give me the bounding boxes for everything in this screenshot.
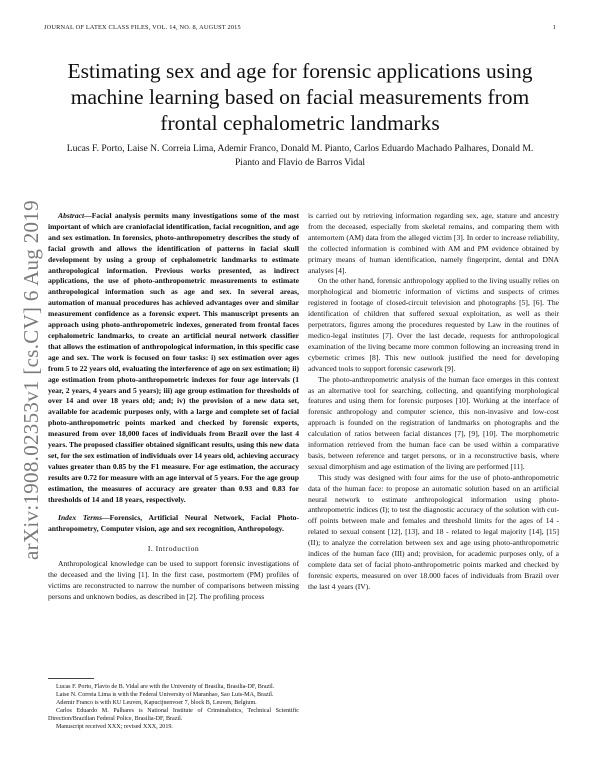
abstract xyxy=(48,211,299,505)
footnote: Lucas F. Porto, Flavio de B. Vidal are with the University of Brasilia, Brasilia-DF, Brazil. xyxy=(56,684,275,690)
arxiv-stamp: arXiv:1908.02353v1 [cs.CV] 6 Aug 2019 xyxy=(19,200,43,560)
left-column xyxy=(48,211,299,603)
footnote: Manuscript received XXX; revised XXX, 2019. xyxy=(56,723,173,730)
right-column xyxy=(308,211,559,593)
author-list: Lucas F. Porto, Laise N. Correia Lima, Ademir Franco, Donald M. Pianto, Carlos Eduardo Machado Palhares, Donald M. Pianto and Flavio de Barros Vidal xyxy=(66,143,534,168)
page-number: 1 xyxy=(552,24,556,31)
journal-name: JOURNAL OF LATEX CLASS FILES, VOL. 14, NO. 8, AUGUST 2015 xyxy=(44,24,241,31)
body-paragraph: This study was designed with four aims for the use of photo-anthropometric data of the human face: to propose an automatic solution based on an artificial neural network to estimate anthropological information using photo-anthropometric indices (I); to test the diagnostic accuracy of the solution with cut-off points between male and females and threshold limits for the ages of 14 - related to sexual consent [12], [13], and 18 - related to legal majority [14], [15] (II); to analyze the correlation between sex and age using photo-anthropometric indices of the human face (III) and; provision, for academic purposes only, of a complete data set of facial photo-anthropometric points marked and checked by forensic experts, measured on over 18.000 faces of individuals from Brazil over the last 4 years (IV). xyxy=(308,472,559,591)
footnotes xyxy=(48,684,299,731)
abstract-label: Abstract xyxy=(58,211,85,220)
abstract-text: —Facial analysis permits many investigations some of the most important of which are craniofacial identification, facial recognition, and age and sex estimation. In forensics, photo-anthropometry describes the study of facial growth and allows the identification of patterns in facial skull development by using a group of cephalometric landmarks to estimate anthropological information. Previous works presented, as indirect applications, the use of photo-anthropometric measurements to estimate anthropological information such as age and sex. In several areas, automation of manual procedures has achieved advantages over and similar measurement confidence as a forensic expert. This manuscript presents an approach using photo-anthropometric indexes, generated from frontal faces cephalometric landmarks, to create an artificial neural network classifier that allows the estimation of anthropological information, in this specific case age and sex. The work is focused on four tasks: i) sex estimation over ages from 5 to 22 years old, evaluating the interference of age on sex estimation; ii) age estimation from photo-anthropometric indexes for four age intervals (1 year, 2 years, 4 years and 5 years); iii) age group estimation for thresholds of over 14 and over 18 years old; and; iv) the provision of a new data set, available for academic purposes only, with a large and complete set of facial photo-anthropometric points marked and checked by forensic experts, measured from over 18,000 faces of individuals from Brazil over the last 4 years. The proposed classifier obtained significant results, using this new data set, for the sex estimation of individuals over 14 years old, achieving accuracy values greater than 0.85 by the F1 measure. For age estimation, the accuracy results are 0.72 for measure with an age interval of 5 years. For the age group estimation, the measures of accuracy are greater than 0.93 and 0.83 for thresholds of 14 and 18 years, respectively. xyxy=(48,211,299,504)
footnote-rule xyxy=(48,678,94,679)
paper-title: Estimating sex and age for forensic applications using machine learning based on facial measurements from frontal cephalometric landmarks xyxy=(67,59,533,135)
body-paragraph: is carried out by retrieving information regarding sex, age, stature and ancestry from the deceased, especially from skeletal remains, and comparing them with antemortem (AM) data from the alleged victim [3]. In order to increase reliability, the collected information is combined with AM and PM evidence obtained by primary means of human identification, namely fingerprint, dental and DNA analyses [4]. xyxy=(308,211,559,275)
index-terms xyxy=(48,513,299,535)
section-heading: I. Introduction xyxy=(147,544,200,554)
index-terms-label: Index Terms xyxy=(58,513,103,523)
intro-paragraph: Anthropological knowledge can be used to support forensic investigations of the deceased and the living [1]. In the first case, postmortem (PM) profiles of victims are reconstructed to narrow the number of comparisons between missing persons and unknown bodies, as described in [2]. The profiling process xyxy=(48,559,299,601)
footnote: Laise N. Correia Lima is with the Federal University of Maranhao, Sao Luis-MA, Brazil. xyxy=(56,691,274,698)
index-terms-text: —Forensics, Artificial Neural Network, Facial Photo-anthropometry, Computer vision, age and sex recognition, Anthropology. xyxy=(48,513,299,534)
body-paragraph: The photo-anthropometric analysis of the human face emerges in this context as an alternative tool for searching, collecting, and quantifying morphological features and using them for forensic purposes [10]. Working at the interface of forensic anthropology and computer science, this non-invasive and low-cost approach is founded on the registration of landmarks on photographs and the calculation of ratios between facial distances [7], [9], [10]. The morphometric information retrieved from the human face can be used within a comparative basis, between reference and target persons, or in a reconstructive basis, where sexual dimorphism and age estimation of the living are performed [11]. xyxy=(308,374,559,471)
running-header xyxy=(44,24,556,31)
body-paragraph: On the other hand, forensic anthropology applied to the living usually relies on morphological and biometric information of victims and suspects of crimes registered in footage of closed-circuit television and photographs [5], [6]. The identification of children that suffered sexual exploitation, as well as their perpetrators, figures among the procedures requested by Law in the routines of medico-legal institutes [7]. Over the last decade, requests for anthropological examination of the living became more common following an increasing trend in cybernetic crimes [8]. This new outlook justified the need for developing advanced tools to support forensic casework [9]. xyxy=(308,276,559,373)
footnote: Ademir Franco is with KU Leuven, Kapucijnenvoer 7, block B, Leuven, Belgium. xyxy=(56,699,257,706)
footnote: Carlos Eduardo M. Palhares is National Institute of Criminalistics, Technical Scientific Direction/Brazilian Federal Police, Brasilia-DF, Brazil. xyxy=(48,707,299,722)
